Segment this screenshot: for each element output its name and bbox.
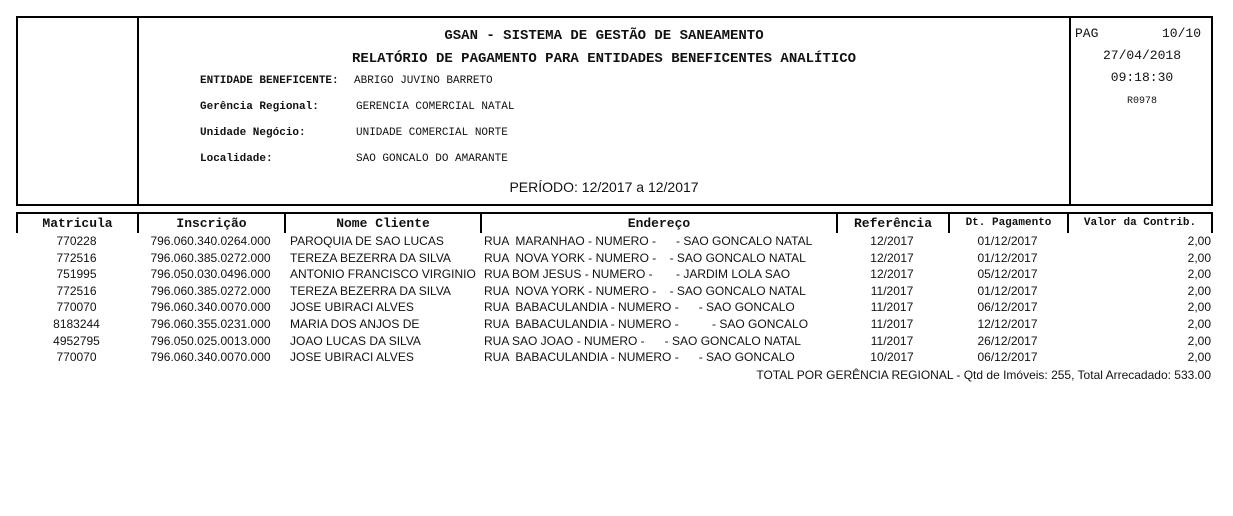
cell-nome: MARIA DOS ANJOS DE: [290, 317, 420, 331]
cell-endereco: RUA BOM JESUS - NUMERO - - JARDIM LOLA SAO: [484, 267, 791, 282]
cell-matricula: 751995: [56, 267, 97, 282]
cell-nome: JOSE UBIRACI ALVES: [290, 350, 414, 365]
cell-dt-pagamento: 06/12/2017: [977, 350, 1038, 365]
cell-dt-pagamento: 26/12/2017: [977, 333, 1038, 348]
page-number: 10/10: [1161, 26, 1201, 41]
cell-dt-pagamento: 01/12/2017: [977, 234, 1038, 248]
table-row: [16, 349, 1213, 366]
cell-matricula: 772516: [56, 250, 97, 265]
report-time: 09:18:30: [1110, 70, 1174, 85]
cell-valor: 2,00: [1187, 267, 1211, 282]
column-header-nome-cliente: Nome Cliente: [284, 214, 480, 233]
cell-referencia: 12/2017: [870, 234, 914, 248]
cell-valor: 2,00: [1187, 333, 1211, 348]
cell-valor: 2,00: [1187, 317, 1211, 331]
cell-endereco: RUA BABACULANDIA - NUMERO - - SAO GONCALO: [484, 350, 795, 365]
cell-nome: JOAO LUCAS DA SILVA: [290, 333, 421, 348]
cell-matricula: 770070: [56, 300, 97, 315]
cell-nome: TEREZA BEZERRA DA SILVA: [290, 250, 451, 265]
cell-referencia: 10/2017: [870, 350, 914, 365]
cell-referencia: 12/2017: [870, 250, 914, 265]
cell-valor: 2,00: [1187, 234, 1211, 248]
cell-endereco: RUA NOVA YORK - NUMERO - - SAO GONCALO NATAL: [484, 283, 806, 298]
cell-inscricao: 796.060.340.0264.000: [150, 234, 271, 248]
cell-inscricao: 796.060.385.0272.000: [150, 283, 271, 298]
cell-inscricao: 796.050.030.0496.000: [150, 267, 271, 282]
column-header-dt-pagamento: Dt. Pagamento: [948, 214, 1067, 233]
table-row: [16, 233, 1213, 250]
cell-valor: 2,00: [1187, 300, 1211, 315]
total-summary: TOTAL POR GERÊNCIA REGIONAL - Qtd de Imóveis: 255, Total Arrecadado: 533.00: [756, 368, 1211, 382]
column-header-inscricao: Inscrição: [137, 214, 284, 233]
cell-referencia: 12/2017: [870, 267, 914, 282]
report-title: RELATÓRIO DE PAGAMENTO PARA ENTIDADES BENEFICENTES ANALÍTICO: [351, 51, 857, 67]
field-value: GERENCIA COMERCIAL NATAL: [356, 101, 515, 113]
cell-referencia: 11/2017: [870, 300, 914, 315]
cell-inscricao: 796.060.340.0070.000: [150, 350, 271, 365]
field-label: Localidade:: [200, 153, 273, 165]
cell-valor: 2,00: [1187, 283, 1211, 298]
cell-endereco: RUA NOVA YORK - NUMERO - - SAO GONCALO NATAL: [484, 250, 806, 265]
column-header-endereco: Endereço: [480, 214, 836, 233]
table-row: [16, 283, 1213, 300]
cell-referencia: 11/2017: [870, 283, 914, 298]
cell-nome: ANTONIO FRANCISCO VIRGINIO: [290, 267, 476, 282]
cell-dt-pagamento: 06/12/2017: [977, 300, 1038, 315]
cell-nome: JOSE UBIRACI ALVES: [290, 300, 414, 315]
cell-matricula: 770070: [56, 350, 97, 365]
logo-area: [18, 18, 139, 204]
page-label: PAG: [1075, 26, 1099, 41]
cell-inscricao: 796.060.340.0070.000: [150, 300, 271, 315]
cell-nome: PAROQUIA DE SAO LUCAS: [290, 234, 444, 248]
cell-nome: TEREZA BEZERRA DA SILVA: [290, 283, 451, 298]
cell-matricula: 772516: [56, 283, 97, 298]
cell-endereco: RUA BABACULANDIA - NUMERO - - SAO GONCALO: [484, 317, 809, 331]
cell-referencia: 11/2017: [870, 317, 914, 331]
column-header-matricula: Matricula: [16, 214, 137, 233]
field-value: SAO GONCALO DO AMARANTE: [356, 153, 508, 165]
cell-dt-pagamento: 12/12/2017: [977, 317, 1038, 331]
table-row: [16, 333, 1213, 350]
cell-inscricao: 796.060.385.0272.000: [150, 250, 271, 265]
column-header-valor: Valor da Contrib.: [1067, 214, 1213, 233]
field-label: Unidade Negócio:: [200, 127, 306, 139]
page-info: [1069, 18, 1213, 204]
report-code: R0978: [1126, 96, 1157, 107]
cell-matricula: 8183244: [53, 317, 100, 331]
cell-referencia: 11/2017: [870, 333, 914, 348]
field-value: ABRIGO JUVINO BARRETO: [354, 75, 493, 87]
cell-inscricao: 796.050.025.0013.000: [150, 333, 271, 348]
cell-matricula: 4952795: [53, 333, 100, 348]
cell-valor: 2,00: [1187, 250, 1211, 265]
field-value: UNIDADE COMERCIAL NORTE: [356, 127, 508, 139]
cell-inscricao: 796.060.355.0231.000: [150, 317, 271, 331]
cell-valor: 2,00: [1187, 350, 1211, 365]
field-label: Gerência Regional:: [200, 101, 319, 113]
cell-dt-pagamento: 01/12/2017: [977, 283, 1038, 298]
cell-endereco: RUA BABACULANDIA - NUMERO - - SAO GONCALO: [484, 300, 795, 315]
cell-dt-pagamento: 01/12/2017: [977, 250, 1038, 265]
table-row: [16, 266, 1213, 283]
table-row: [16, 316, 1213, 333]
report-header: [16, 16, 1213, 206]
table-row: [16, 299, 1213, 316]
cell-endereco: RUA MARANHAO - NUMERO - - SAO GONCALO NATAL: [484, 234, 813, 248]
cell-matricula: 770228: [56, 234, 97, 248]
system-title: GSAN - SISTEMA DE GESTÃO DE SANEAMENTO: [444, 28, 764, 44]
report-date: 27/04/2018: [1102, 48, 1181, 63]
cell-endereco: RUA SAO JOAO - NUMERO - - SAO GONCALO NATAL: [484, 333, 801, 348]
table-row: [16, 250, 1213, 267]
periodo: PERÍODO: 12/2017 a 12/2017: [509, 179, 699, 195]
field-label: ENTIDADE BENEFICENTE:: [200, 75, 339, 87]
column-header-referencia: Referência: [836, 214, 948, 233]
cell-dt-pagamento: 05/12/2017: [977, 267, 1038, 282]
